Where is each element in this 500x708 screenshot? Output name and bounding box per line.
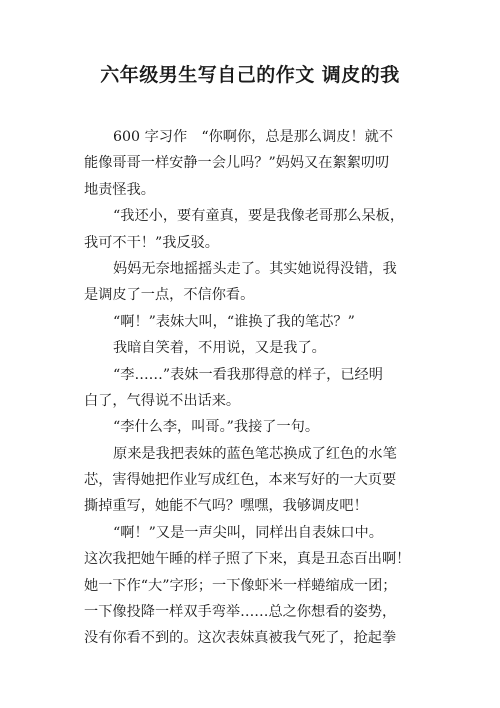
document-body — [84, 124, 420, 652]
body-line: “李……”表妹一看我那得意的样子，已经明 — [113, 366, 383, 383]
body-line: 芯，害得她把作业写成红色，本来写好的一大页要 — [84, 472, 397, 489]
body-line: 撕掉重写，她能不气吗？嘿嘿，我够调皮吧！ — [84, 498, 368, 515]
body-line: 600 字习作 “你啊你，总是那么调皮！就不 — [113, 129, 394, 145]
body-line: 原来是我把表妹的蓝色笔芯换成了红色的水笔 — [113, 445, 397, 462]
body-line: 我可不干！”我反驳。 — [84, 234, 219, 251]
body-line: “啊！”又是一声尖叫，同样出自表妹口中。 — [113, 524, 383, 541]
body-line: 妈妈无奈地摇摇头走了。其实她说得没错，我 — [113, 260, 397, 277]
body-line: 这次我把她午睡的样子照了下来，真是丑态百出啊！ — [84, 551, 411, 568]
body-line: 我暗自笑着，不用说，又是我了。 — [113, 340, 326, 357]
body-line: “李什么李，叫哥。”我接了一句。 — [113, 419, 320, 436]
body-line: “啊！”表妹大叫，“谁换了我的笔芯？” — [113, 313, 355, 330]
body-line: 白了，气得说不出话来。 — [84, 392, 241, 409]
body-line: 地责怪我。 — [84, 181, 155, 198]
document-title: 六年级男生写自己的作文 调皮的我 — [100, 64, 400, 86]
body-line: “我还小，要有童真，要是我像老哥那么呆板， — [113, 208, 405, 225]
body-line: 她一下作“大”字形；一下像虾米一样蜷缩成一团； — [84, 577, 397, 594]
body-line: 没有你看不到的。这次表妹真被我气死了，抢起拳 — [84, 630, 397, 647]
body-line: 是调皮了一点，不信你看。 — [84, 287, 255, 304]
body-line: 能像哥哥一样安静一会儿吗？”妈妈又在絮絮叨叨 — [84, 155, 390, 172]
body-line: 一下像投降一样双手弯举……总之你想看的姿势， — [84, 604, 397, 621]
